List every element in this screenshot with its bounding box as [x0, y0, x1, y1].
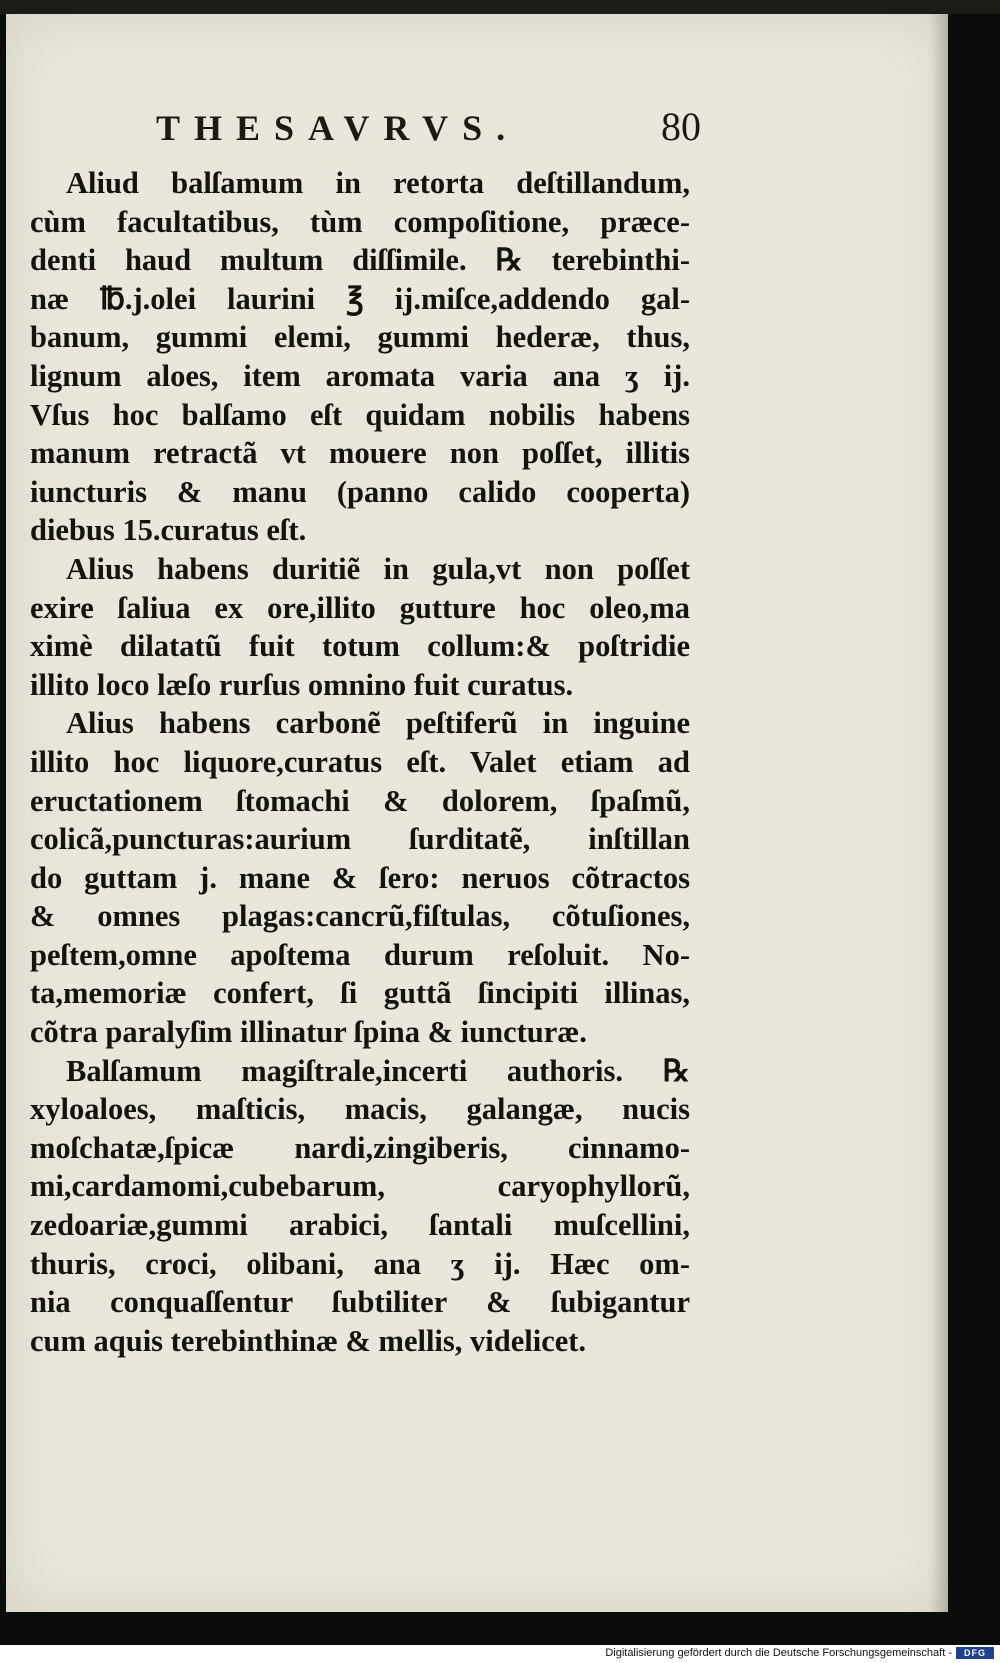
book-page	[6, 14, 948, 1612]
paragraph-balsamum-retorta	[30, 164, 690, 550]
paragraph-carbone-pestifero	[30, 704, 690, 1051]
text-line: eructationem ſtomachi & dolorem, ſpaſmũ,	[30, 783, 690, 818]
text-line: Aliud balſamum in retorta deſtillandum,	[66, 166, 690, 200]
text-line: iuncturis & manu (panno calido cooperta)	[30, 474, 690, 509]
running-title: THESAVRVS.	[156, 108, 520, 148]
text-line: colicã,puncturas:aurium ſurditatẽ, inſtillan	[30, 822, 690, 857]
text-line: denti haud multum diſſimile. ℞ terebinthi-	[30, 243, 690, 278]
text-line: nia conquaſſentur ſubtiliter & ſubigantur	[30, 1285, 690, 1320]
top-edge-shadow	[0, 0, 1000, 14]
text-line: manum retractã vt mouere non poſſet, illitis	[30, 436, 690, 471]
text-line: do guttam j. mane & ſero: neruos cõtractos	[30, 860, 690, 895]
text-line: ximè dilatatũ fuit totum collum:& poſtridie	[30, 629, 690, 664]
text-line: diebus 15.curatus eſt.	[30, 513, 307, 548]
digitization-credit: Digitalisierung gefördert durch die Deutsche Forschungsgemeinschaft -	[605, 1647, 952, 1659]
text-line: moſchatæ,ſpicæ nardi,zingiberis, cinnamo-	[30, 1130, 690, 1165]
text-line: lignum aloes, item aromata varia ana ʒ ij.	[30, 358, 690, 393]
text-line: illito loco læſo rurſus omnino fuit curatus.	[30, 667, 574, 702]
text-line: Alius habens duritiẽ in gula,vt non poſſet	[66, 551, 690, 586]
text-line: cùm facultatibus, tùm compoſitione, præce-	[30, 204, 690, 239]
text-line: cum aquis terebinthinæ & mellis, videlicet.	[30, 1323, 587, 1358]
text-line: peſtem,omne apoſtema durum reſoluit. No-	[30, 937, 690, 972]
text-line: & omnes plagas:cancrũ,fiſtulas, cõtuſiones,	[30, 899, 690, 934]
body-text	[30, 164, 690, 1360]
text-line: Alius habens carbonẽ peſtiferũ in inguine	[66, 706, 690, 741]
dfg-logo-icon: DFG	[956, 1647, 994, 1659]
text-line: cõtra paralyſim illinatur ſpina & iuncturæ.	[30, 1015, 587, 1050]
text-line: mi,cardamomi,cubebarum, caryophyllorũ,	[30, 1169, 690, 1204]
text-line: zedoariæ,gummi arabici, ſantali muſcellini,	[30, 1208, 690, 1243]
text-line: Balſamum magiſtrale,incerti authoris. ℞	[66, 1053, 690, 1088]
page-header	[156, 104, 701, 157]
paragraph-duritie-gula	[30, 550, 690, 704]
text-line: illito hoc liquore,curatus eſt. Valet etiam ad	[30, 744, 690, 779]
text-line: thuris, croci, olibani, ana ʒ ij. Hæc om-	[30, 1246, 690, 1281]
page-number: 80	[661, 104, 701, 149]
text-line: næ ℔.j.olei laurini ℥ ij.miſce,addendo gal-	[30, 281, 690, 316]
text-line: ta,memoriæ confert, ſi guttã ſincipiti illinas,	[30, 976, 690, 1011]
paragraph-balsamum-magistrale	[30, 1052, 690, 1361]
text-line: Vſus hoc balſamo eſt quidam nobilis habens	[30, 397, 690, 432]
text-line: exire ſaliua ex ore,illito gutture hoc oleo,ma	[30, 590, 690, 625]
text-line: banum, gummi elemi, gummi hederæ, thus,	[30, 320, 690, 355]
text-line: xyloaloes, maſticis, macis, galangæ, nucis	[30, 1092, 690, 1127]
